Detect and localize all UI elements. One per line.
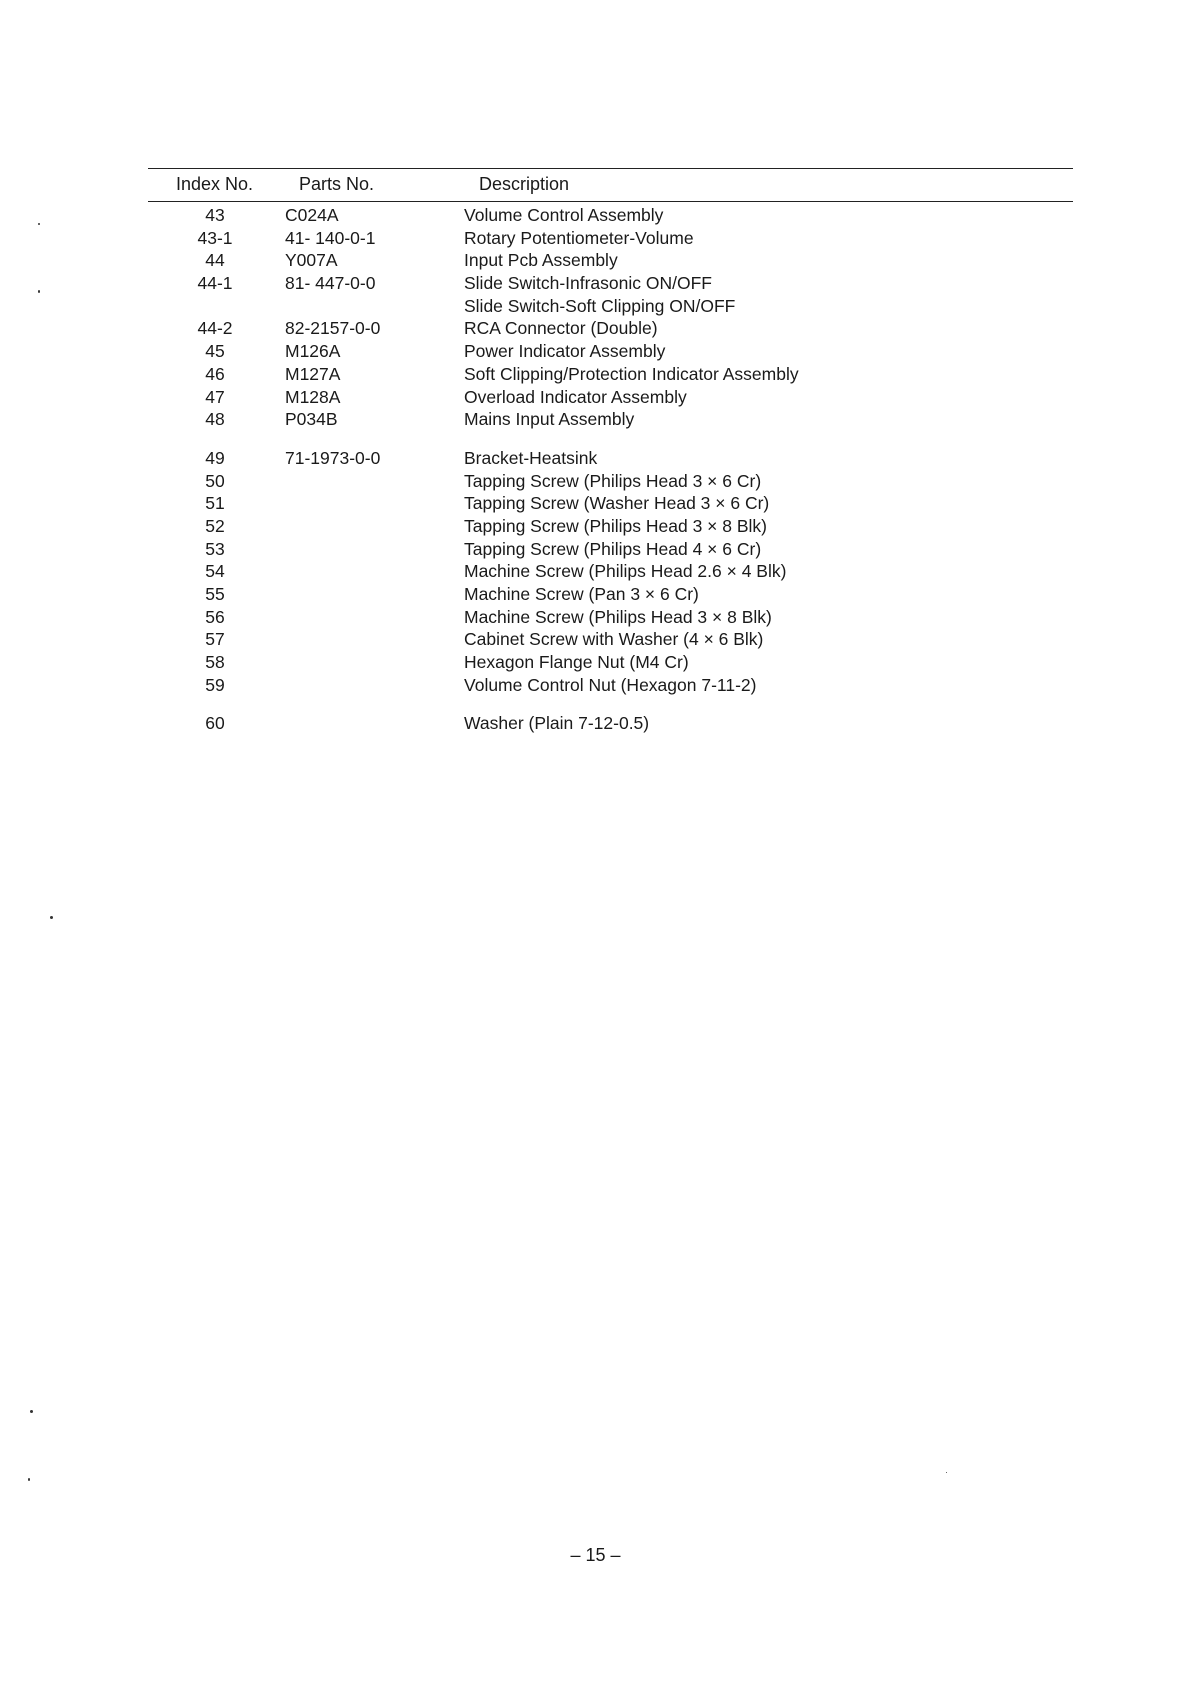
index-cell: 44-1 [197, 273, 233, 294]
description-cell: Machine Screw (Philips Head 3 × 8 Blk) [464, 606, 772, 627]
table-header-rule [148, 201, 1073, 202]
table-row [0, 606, 1191, 629]
description-cell: RCA Connector (Double) [464, 318, 658, 339]
index-cell: 45 [205, 341, 225, 362]
table-row [0, 340, 1191, 363]
index-cell: 44-2 [197, 318, 233, 339]
index-cell: 52 [205, 515, 225, 536]
index-cell: 43-1 [197, 227, 233, 248]
table-row [0, 204, 1191, 227]
table-row [0, 470, 1191, 493]
description-cell: Machine Screw (Philips Head 2.6 × 4 Blk) [464, 561, 787, 582]
description-cell: Washer (Plain 7-12-0.5) [464, 713, 650, 734]
part-cell: P034B [285, 409, 338, 430]
index-cell: 47 [205, 386, 225, 407]
table-row [0, 317, 1191, 340]
description-cell: Input Pcb Assembly [464, 250, 618, 271]
index-cell: 54 [205, 561, 225, 582]
description-cell: Machine Screw (Pan 3 × 6 Cr) [464, 584, 699, 604]
header-parts-no: Parts No. [299, 174, 375, 194]
part-cell: Y007A [285, 250, 338, 271]
description-cell: Rotary Potentiometer-Volume [464, 227, 694, 248]
description-cell: Mains Input Assembly [464, 409, 635, 430]
description-cell: Cabinet Screw with Washer (4 × 6 Blk) [464, 629, 764, 650]
scan-speck [38, 290, 40, 293]
scan-speck [38, 223, 40, 225]
header-description: Description [479, 174, 570, 194]
description-cell: Power Indicator Assembly [464, 341, 666, 362]
table-row [0, 249, 1191, 272]
part-cell: 81- 447-0-0 [285, 273, 376, 294]
index-cell: 55 [205, 584, 225, 604]
description-cell: Slide Switch-Soft Clipping ON/OFF [464, 295, 736, 316]
table-row [0, 295, 1191, 318]
index-cell: 50 [205, 470, 225, 491]
description-cell: Soft Clipping/Protection Indicator Assembly [464, 363, 799, 384]
table-row [0, 386, 1191, 409]
table-row [0, 492, 1191, 515]
table-row [0, 447, 1191, 470]
header-index-no: Index No. [176, 174, 254, 194]
table-row [0, 560, 1191, 583]
page-number: – 15 – [570, 1545, 621, 1565]
part-cell: 41- 140-0-1 [285, 227, 376, 248]
parts-table-body [0, 204, 1191, 735]
scan-speck [946, 1472, 947, 1473]
scan-speck [30, 1410, 33, 1413]
table-row [0, 272, 1191, 295]
scan-speck [50, 916, 53, 919]
part-cell: C024A [285, 205, 339, 225]
index-cell: 53 [205, 538, 225, 559]
part-cell: 71-1973-0-0 [285, 447, 381, 468]
index-cell: 58 [205, 652, 225, 673]
index-cell: 51 [205, 493, 225, 514]
description-cell: Bracket-Heatsink [464, 447, 598, 468]
description-cell: Overload Indicator Assembly [464, 386, 687, 407]
table-row [0, 515, 1191, 538]
index-cell: 46 [205, 363, 225, 384]
description-cell: Volume Control Assembly [464, 205, 664, 225]
scan-speck [28, 1478, 30, 1481]
part-cell: 82-2157-0-0 [285, 318, 381, 339]
table-row [0, 651, 1191, 674]
table-row [0, 628, 1191, 651]
part-cell: M128A [285, 386, 341, 407]
table-row [0, 712, 1191, 735]
index-cell: 56 [205, 606, 225, 627]
index-cell: 59 [205, 674, 225, 695]
index-cell: 43 [205, 205, 225, 225]
description-cell: Slide Switch-Infrasonic ON/OFF [464, 273, 712, 294]
index-cell: 48 [205, 409, 225, 430]
part-cell: M127A [285, 363, 341, 384]
index-cell: 60 [205, 713, 225, 734]
description-cell: Hexagon Flange Nut (M4 Cr) [464, 652, 689, 673]
table-row [0, 674, 1191, 697]
description-cell: Tapping Screw (Washer Head 3 × 6 Cr) [464, 493, 770, 514]
table-top-rule [148, 168, 1073, 169]
index-cell: 44 [205, 250, 225, 271]
description-cell: Volume Control Nut (Hexagon 7-11-2) [464, 674, 757, 695]
description-cell: Tapping Screw (Philips Head 3 × 8 Blk) [464, 515, 767, 536]
table-row [0, 363, 1191, 386]
index-cell: 49 [205, 447, 225, 468]
table-row [0, 538, 1191, 561]
description-cell: Tapping Screw (Philips Head 4 × 6 Cr) [464, 538, 762, 559]
description-cell: Tapping Screw (Philips Head 3 × 6 Cr) [464, 470, 762, 491]
table-row [0, 227, 1191, 250]
index-cell: 57 [205, 629, 225, 650]
table-row [0, 583, 1191, 606]
table-row [0, 408, 1191, 431]
part-cell: M126A [285, 341, 341, 362]
